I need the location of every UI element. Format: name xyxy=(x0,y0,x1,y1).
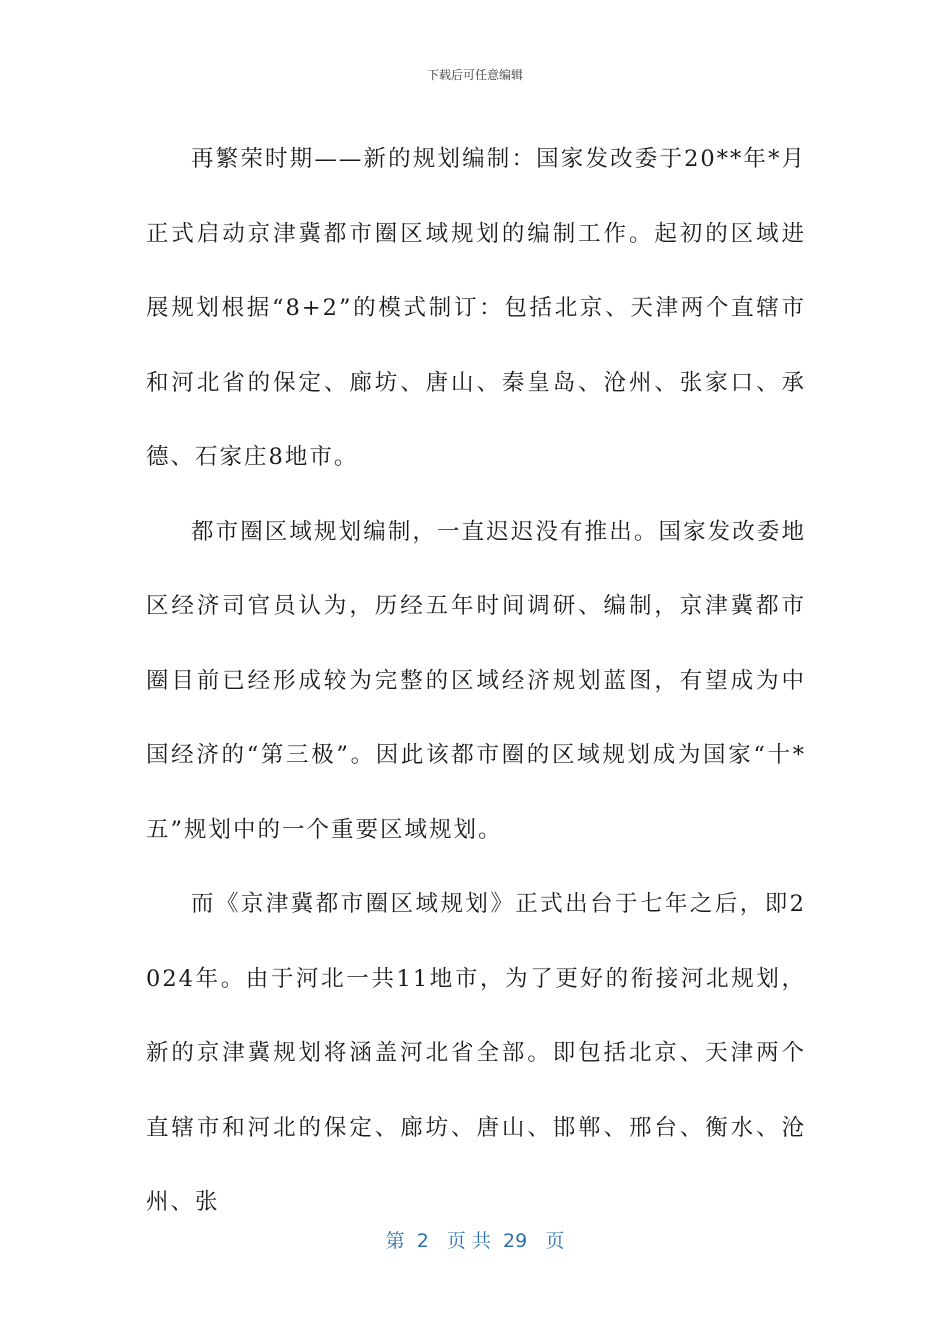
page-header: 下载后可任意编辑 xyxy=(426,68,523,82)
paragraph-2: 都市圈区域规划编制，一直迟迟没有推出。国家发改委地区经济司官员认为，历经五年时间调研、编制，京津冀都市圈目前已经形成较为完整的区域经济规划蓝图，有望成为中国经济的“第三极”。因此该都市圈的区域规划成为国家“十*五”规划中的一个重要区域规划。 xyxy=(146,518,806,843)
document-body xyxy=(146,122,806,1240)
page-footer: 第 2 页 共 29 页 xyxy=(385,1230,565,1252)
paragraph-1: 再繁荣时期——新的规划编制：国家发改委于20**年*月正式启动京津冀都市圈区域规划的编制工作。起初的区域进展规划根据“8+2”的模式制订：包括北京、天津两个直辖市和河北省的保定、廊坊、唐山、秦皇岛、沧州、张家口、承德、石家庄8地市。 xyxy=(146,146,806,470)
paragraph-3: 而《京津冀都市圈区域规划》正式出台于七年之后，即2024年。由于河北一共11地市，为了更好的衔接河北规划，新的京津冀规划将涵盖河北省全部。即包括北京、天津两个直辖市和河北的保定、廊坊、唐山、邯郸、邢台、衡水、沧州、张 xyxy=(146,891,806,1215)
